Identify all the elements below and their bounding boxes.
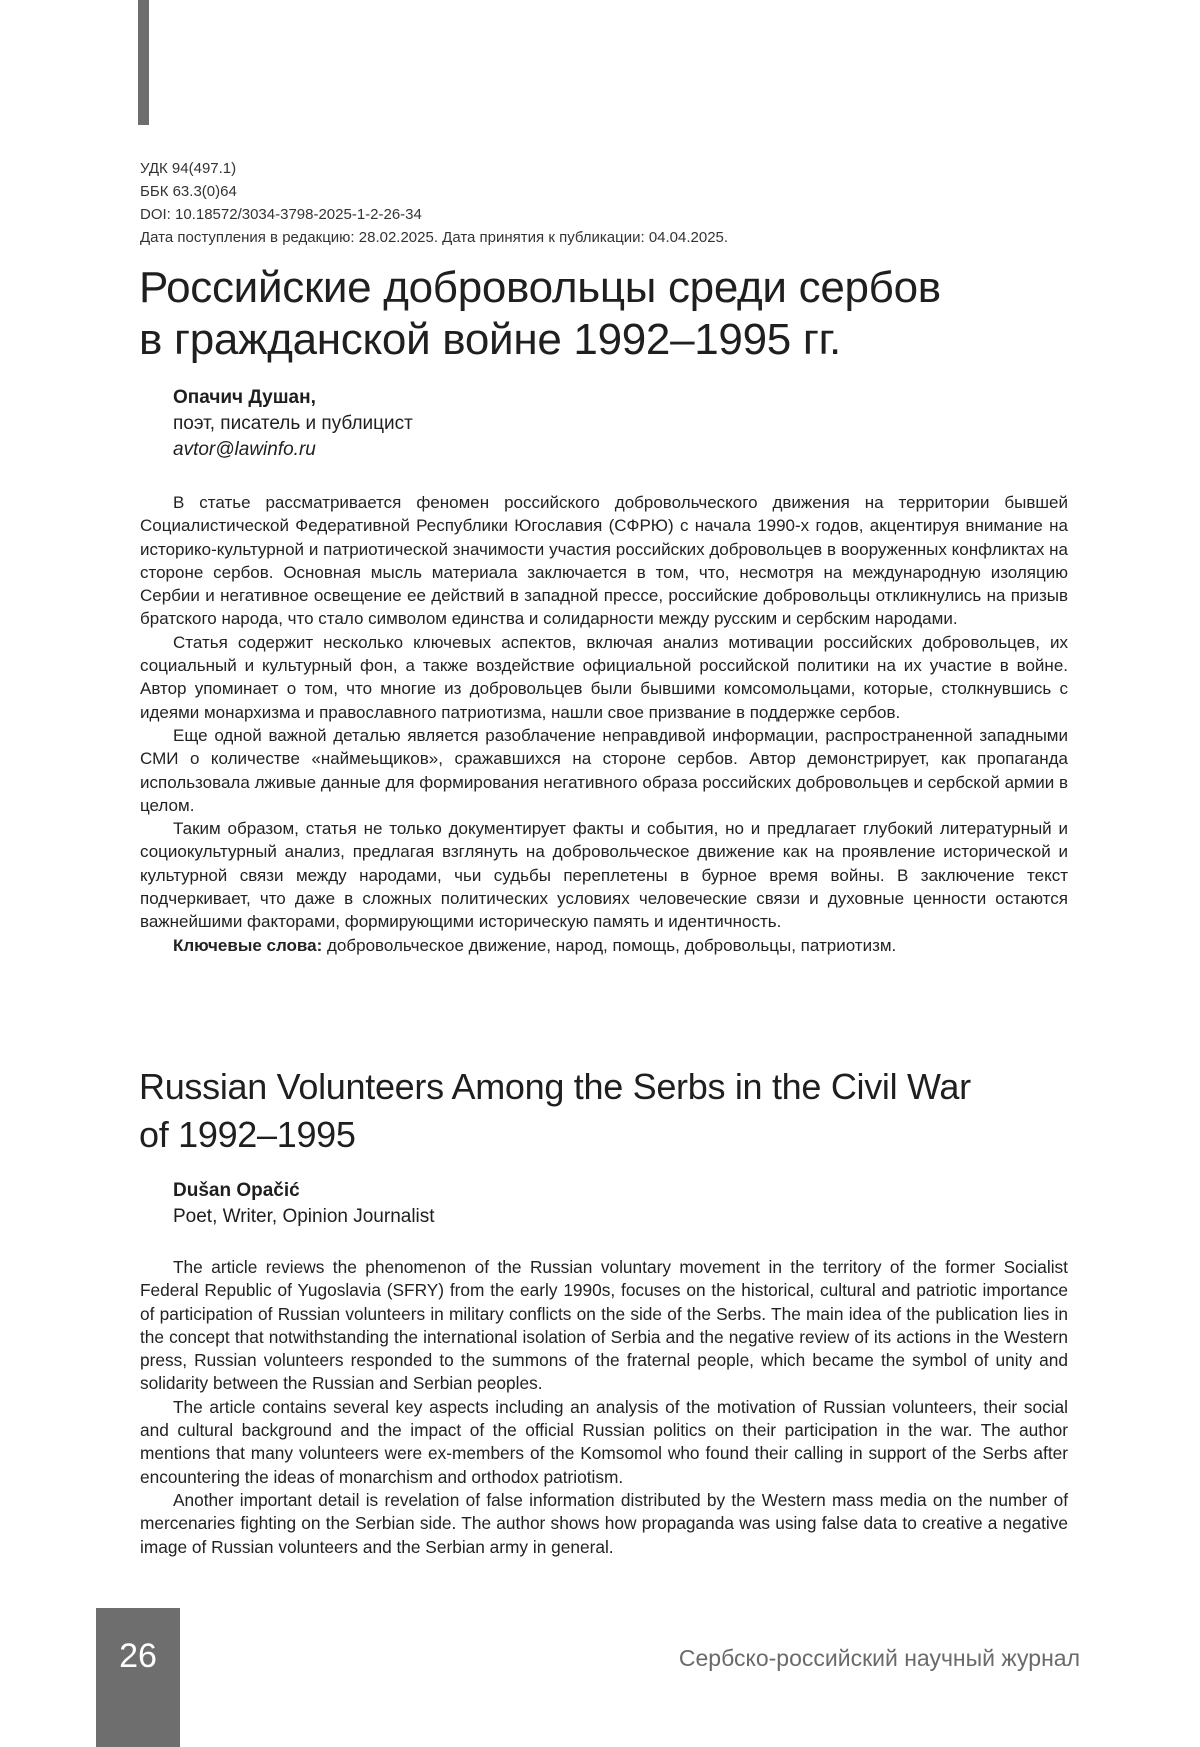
abstract-ru-paragraph: Таким образом, статья не только документирует факты и события, но и предлагает глубокий литературный и социокультурный анализ, предлагая взглянуть на добровольческое движение как на проявление исторической и культурной связи между народами, чьи судьбы переплетены в бурное время войны. В заключение текст подчеркивает, что даже в сложных политических условиях человеческие связи и духовные ценности остаются важнейшими факторами, формирующими историческую память и идентичность. — [140, 817, 1068, 933]
article-title-ru — [139, 262, 1099, 366]
abstract-en-paragraph: Another important detail is revelation of false information distributed by the Western mass media on the number of mercenaries fighting on the Serbian side. The author shows how propaganda was using false data to creative a negative image of Russian volunteers and the Serbian army in general. — [140, 1489, 1068, 1559]
udk-code: УДК 94(497.1) — [140, 157, 1080, 180]
doi[interactable]: DOI: 10.18572/3034-3798-2025-1-2-26-34 — [140, 203, 1080, 226]
author-role-ru: поэт, писатель и публицист — [173, 411, 413, 437]
submission-dates: Дата поступления в редакцию: 28.02.2025. Дата принятия к публикации: 04.04.2025. — [140, 226, 1080, 249]
keywords-list: добровольческое движение, народ, помощь, добровольцы, патриотизм. — [327, 936, 896, 955]
top-accent-bar — [138, 0, 149, 125]
article-metadata — [140, 157, 1080, 249]
title-ru-line1: Российские добровольцы среди сербов — [139, 262, 1099, 314]
title-en-line1: Russian Volunteers Among the Serbs in the Civil War — [139, 1063, 1099, 1111]
author-name-en: Dušan Opačić — [173, 1178, 435, 1204]
author-name-ru: Опачич Душан, — [173, 385, 413, 411]
title-ru-line2: в гражданской войне 1992–1995 гг. — [139, 314, 1099, 366]
page-number-box — [96, 1608, 180, 1747]
abstract-en-paragraph: The article contains several key aspects including an analysis of the motivation of Russian volunteers, their social and cultural background and the impact of the official Russian politics on their participation in the war. The author mentions that many volunteers were ex-members of the Komsomol who found their calling in support of the Serbs after encountering the ideas of monarchism and orthodox patriotism. — [140, 1396, 1068, 1489]
abstract-ru-paragraph: Статья содержит несколько ключевых аспектов, включая анализ мотивации российских добровольцев, их социальный и культурный фон, а также воздействие официальной российской политики на их участие в войне. Автор упоминает о том, что многие из добровольцев были бывшими комсомольцами, которые, столкнувшись с идеями монархизма и православного патриотизма, нашли свое призвание в поддержке сербов. — [140, 631, 1068, 724]
abstract-ru-paragraph: Еще одной важной деталью является разоблачение неправдивой информации, распространенной западными СМИ о количестве «наймеьщиков», сражавшихся на стороне сербов. Автор демонстрирует, как пропаганда использовала лживые данные для формирования негативного образа российских добровольцев и сербской армии в целом. — [140, 724, 1068, 817]
abstract-en-paragraph: The article reviews the phenomenon of the Russian voluntary movement in the territory of the former Socialist Federal Republic of Yugoslavia (SFRY) from the early 1990s, focuses on the historical, cultural and patriotic importance of participation of Russian volunteers in military conflicts on the side of the Serbs. The main idea of the publication lies in the concept that notwithstanding the international isolation of Serbia and the negative review of its actions in the Western press, Russian volunteers responded to the summons of the fraternal people, which became the symbol of unity and solidarity between the Russian and Serbian peoples. — [140, 1256, 1068, 1396]
author-block-en — [173, 1178, 435, 1230]
journal-name: Сербско-российский научный журнал — [679, 1643, 1080, 1673]
abstract-ru — [140, 491, 1068, 957]
bbk-code: ББК 63.3(0)64 — [140, 180, 1080, 203]
abstract-ru-paragraph: В статье рассматривается феномен российского добровольческого движения на территории бывшей Социалистической Федеративной Республики Югославия (СФРЮ) с начала 1990-х годов, акцентируя внимание на историко-культурной и патриотической значимости участия российских добровольцев в вооруженных конфликтах на стороне сербов. Основная мысль материала заключается в том, что, несмотря на международную изоляцию Сербии и негативное освещение ее действий в западной прессе, российские добровольцы откликнулись на призыв братского народа, что стало символом единства и солидарности между русским и сербским народами. — [140, 491, 1068, 631]
author-block-ru — [173, 385, 413, 463]
page-number: 26 — [96, 1636, 180, 1676]
keywords-label: Ключевые слова: — [173, 936, 322, 955]
abstract-en — [140, 1256, 1068, 1559]
author-role-en: Poet, Writer, Opinion Journalist — [173, 1204, 435, 1230]
keywords-ru — [140, 934, 1068, 957]
article-title-en — [139, 1063, 1099, 1159]
title-en-line2: of 1992–1995 — [139, 1111, 1099, 1159]
author-email[interactable]: avtor@lawinfo.ru — [173, 437, 413, 463]
